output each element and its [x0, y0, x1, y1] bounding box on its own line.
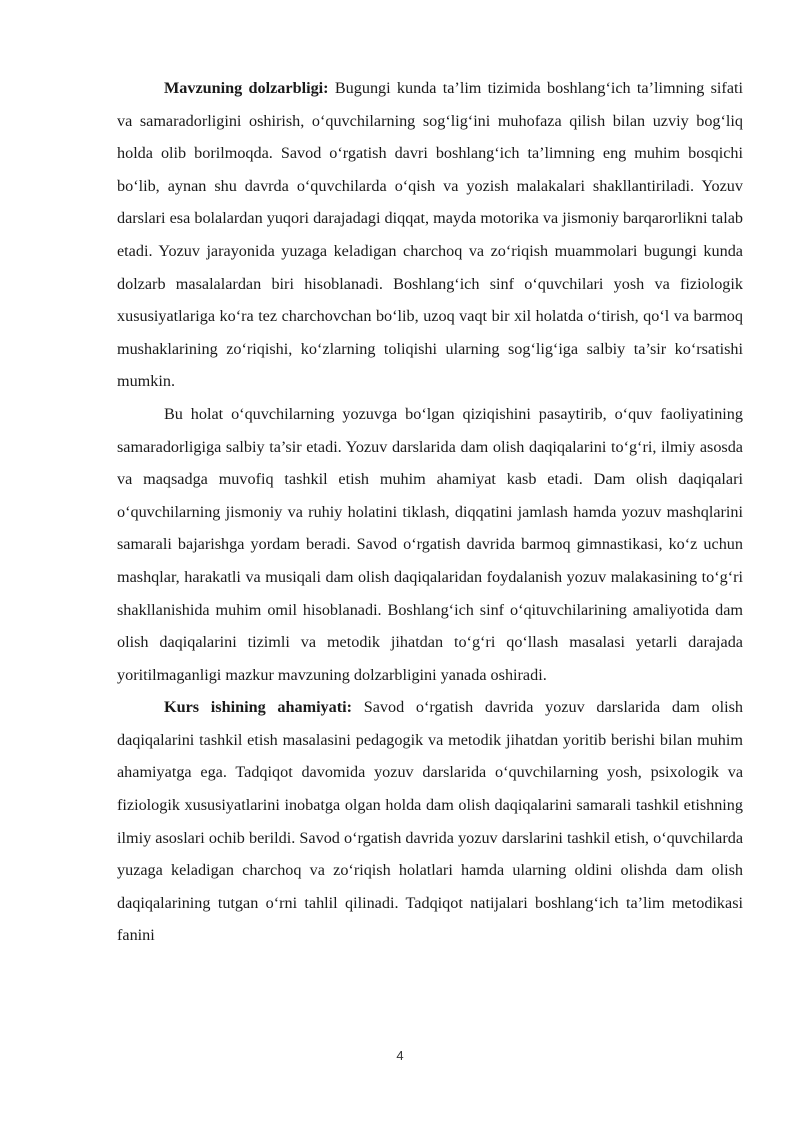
paragraph-lead-relevance: Mavzuning dolzarbligi:	[164, 79, 329, 97]
paragraph-relevance	[117, 72, 743, 398]
paragraph-text-relevance: Bugungi kunda ta’lim tizimida boshlang‘ich ta’limning sifati va samaradorligini oshirish, o‘quvchilarning sog‘lig‘ini muhofaza qilish bilan uzviy bog‘liq holda olib borilmoqda. Savod o‘rgatish davri boshlang‘ich ta’limning eng muhim bosqichi bo‘lib, aynan shu davrda o‘quvchilarda o‘qish va yozish malakalari shakllantiriladi. Yozuv darslari esa bolalardan yuqori darajadagi diqqat, mayda motorika va jismoniy barqarorlikni talab etadi. Yozuv jarayonida yuzaga keladigan charchoq va zo‘riqish muammolari bugungi kunda dolzarb masalalardan biri hisoblanadi. Boshlang‘ich sinf o‘quvchilari yosh va fiziologik xususiyatlariga ko‘ra tez charchovchan bo‘lib, uzoq vaqt bir xil holatda o‘tirish, qo‘l va barmoq mushaklarining zo‘riqishi, ko‘zlarning toliqishi ularning sog‘lig‘iga salbiy ta’sir ko‘rsatishi mumkin.	[117, 79, 743, 391]
paragraph-lead-significance: Kurs ishining ahamiyati:	[164, 698, 353, 717]
paragraph-text-continuation: Bu holat o‘quvchilarning yozuvga bo‘lgan qiziqishini pasaytirib, o‘quv faoliyatining samaradorligiga salbiy ta’sir etadi. Yozuv darslarida dam olish daqiqalarini to‘g‘ri, ilmiy asosda va maqsadga muvofiq tashkil etish muhim ahamiyat kasb etadi. Dam olish daqiqalari o‘quvchilarning jismoniy va ruhiy holatini tiklash, diqqatini jamlash hamda yozuv mashqlarini samarali bajarishga yordam beradi. Savod o‘rgatish davrida barmoq gimnastikasi, ko‘z uchun mashqlar, harakatli va musiqali dam olish daqiqalaridan foydalanish yozuv malakasining to‘g‘ri shakllanishida muhim omil hisoblanadi. Boshlang‘ich sinf o‘qituvchilarining amaliyotida dam olish daqiqalarini tizimli va metodik jihatdan to‘g‘ri qo‘llash masalasi yetarli darajada yoritilmaganligi mazkur mavzuning dolzarbligini yanada oshiradi.	[117, 404, 743, 684]
paragraph-continuation	[117, 398, 743, 691]
page-number: 4	[396, 1048, 404, 1063]
paragraph-text-significance: Savod o‘rgatish davrida yozuv darslarida dam olish daqiqalarini tashkil etish masalasini pedagogik va metodik jihatdan yoritib berishi bilan muhim ahamiyatga ega. Tadqiqot davomida yozuv darslarida o‘quvchilarning yosh, psixologik va fiziologik xususiyatlarini inobatga olgan holda dam olish daqiqalarini samarali tashkil etishning ilmiy asoslari ochib berildi. Savod o‘rgatish davrida yozuv darslarini tashkil etish, o‘quvchilarda yuzaga keladigan charchoq va zo‘riqish holatlari hamda ularning oldini olishda dam olish daqiqalarining tutgan o‘rni tahlil qilinadi. Tadqiqot natijalari boshlang‘ich ta’lim metodikasi fanini	[117, 698, 743, 945]
page-body	[117, 72, 743, 952]
paragraph-significance	[117, 691, 743, 952]
